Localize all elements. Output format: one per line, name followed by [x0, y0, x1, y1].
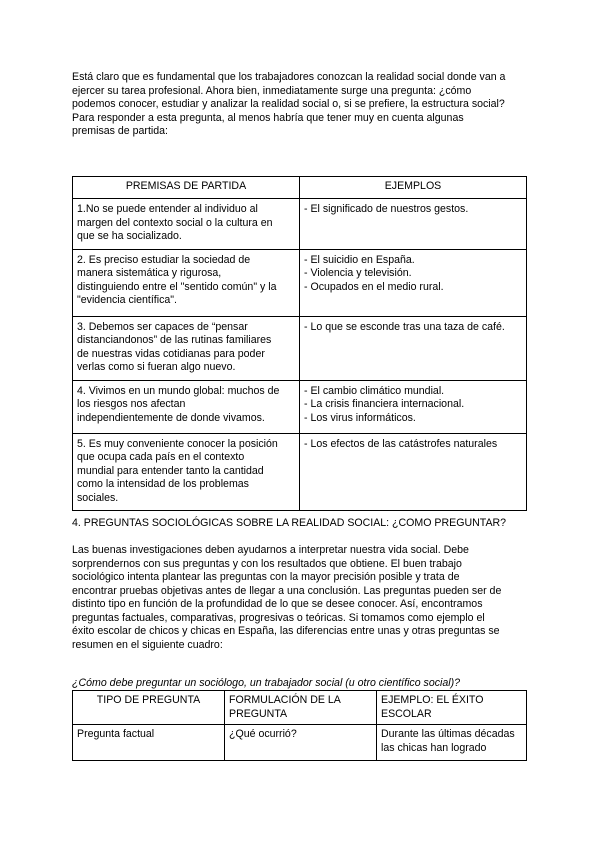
premise-cell: 4. Vivimos en un mundo global: muchos de los riesgos nos afectan independientemente de donde vivamos. [73, 380, 300, 433]
intro-line: Para responder a esta pregunta, al menos habría que tener muy en cuenta algunas [72, 111, 464, 124]
premise-cell: 1.No se puede entender al individuo al margen del contexto social o la cultura en que se ha socializado. [73, 199, 300, 250]
premise-cell: 3. Debemos ser capaces de “pensar distanciandonos” de las rutinas familiares de nuestras vidas cotidianas para poder verlas como si fueran algo nuevo. [73, 316, 300, 380]
examples-header: EJEMPLOS [300, 177, 527, 199]
example-cell: Durante las últimas décadas las chicas han logrado [377, 725, 527, 761]
premise-cell: 2. Es preciso estudiar la sociedad de manera sistemática y rigurosa, distinguiendo entre el "sentido común" y la "evidencia científica". [73, 249, 300, 316]
table-row [73, 380, 527, 433]
body-line: éxito escolar de chicos y chicas en España, las diferencias entre unas y otras preguntas se [72, 625, 500, 637]
example-cell: - Los efectos de las catástrofes naturales [300, 433, 527, 511]
premises-header: PREMISAS DE PARTIDA [73, 177, 300, 199]
example-cell: - El suicidio en España. - Violencia y televisión. - Ocupados en el medio rural. [300, 249, 527, 316]
formulation-header: FORMULACIÓN DE LA PREGUNTA [225, 691, 377, 725]
body-line: preguntas factuales, comparativas, progresivas o teóricas. Si tomamos como ejemplo el [72, 611, 485, 624]
table-row [73, 433, 527, 511]
body-line: resumen en el siguiente cuadro: [72, 638, 223, 651]
premises-header-row [73, 177, 527, 199]
intro-paragraph [72, 71, 532, 139]
formulation-cell: ¿Qué ocurrió? [225, 725, 377, 761]
questions-header-row [73, 691, 527, 725]
body-paragraph [72, 544, 534, 652]
table-row [73, 316, 527, 380]
question-type-cell: Pregunta factual [73, 725, 225, 761]
questions-table [72, 690, 527, 761]
premise-cell: 5. Es muy conveniente conocer la posición que ocupa cada país en el contexto mundial para entender tanto la cantidad como la intensidad de los problemas sociales. [73, 433, 300, 511]
example-cell: - El significado de nuestros gestos. [300, 199, 527, 250]
intro-line: Está claro que es fundamental que los trabajadores conozcan la realidad social donde van a [72, 71, 506, 83]
body-line: sorprendernos con sus preguntas y con los resultados que obtiene. El buen trabajo [72, 557, 462, 570]
table-row [73, 249, 527, 316]
body-line: distinto tipo en función de la profundidad de lo que se desee conocer. Así, encontramos [72, 598, 483, 610]
type-header: TIPO DE PREGUNTA [73, 691, 225, 725]
body-line: Las buenas investigaciones deben ayudarnos a interpretar nuestra vida social. Debe [72, 544, 469, 556]
section-heading: 4. PREGUNTAS SOCIOLÓGICAS SOBRE LA REALIDAD SOCIAL: ¿COMO PREGUNTAR? [72, 517, 507, 529]
example-cell: - El cambio climático mundial. - La crisis financiera internacional. - Los virus informáticos. [300, 380, 527, 433]
intro-line: premisas de partida: [72, 125, 168, 137]
intro-line: podemos conocer, estudiar y analizar la realidad social o, si se prefiere, la estructura social? [72, 98, 505, 110]
body-line: sociológico intenta plantear las preguntas con la mayor precisión posible y trata de [72, 571, 460, 583]
intro-line: ejercer su tarea profesional. Ahora bien, inmediatamente surge una pregunta: ¿cómo [72, 84, 472, 97]
table-caption: ¿Cómo debe preguntar un sociólogo, un trabajador social (u otro científico social)? [72, 677, 461, 689]
premises-table [72, 176, 527, 511]
table-row [73, 199, 527, 250]
example-cell: - Lo que se esconde tras una taza de café. [300, 316, 527, 380]
example-header: EJEMPLO: EL ÉXITO ESCOLAR [377, 691, 527, 725]
body-line: encontrar pruebas objetivas antes de llegar a una conclusión. Las preguntas pueden ser de [72, 584, 502, 597]
table-row [73, 725, 527, 761]
